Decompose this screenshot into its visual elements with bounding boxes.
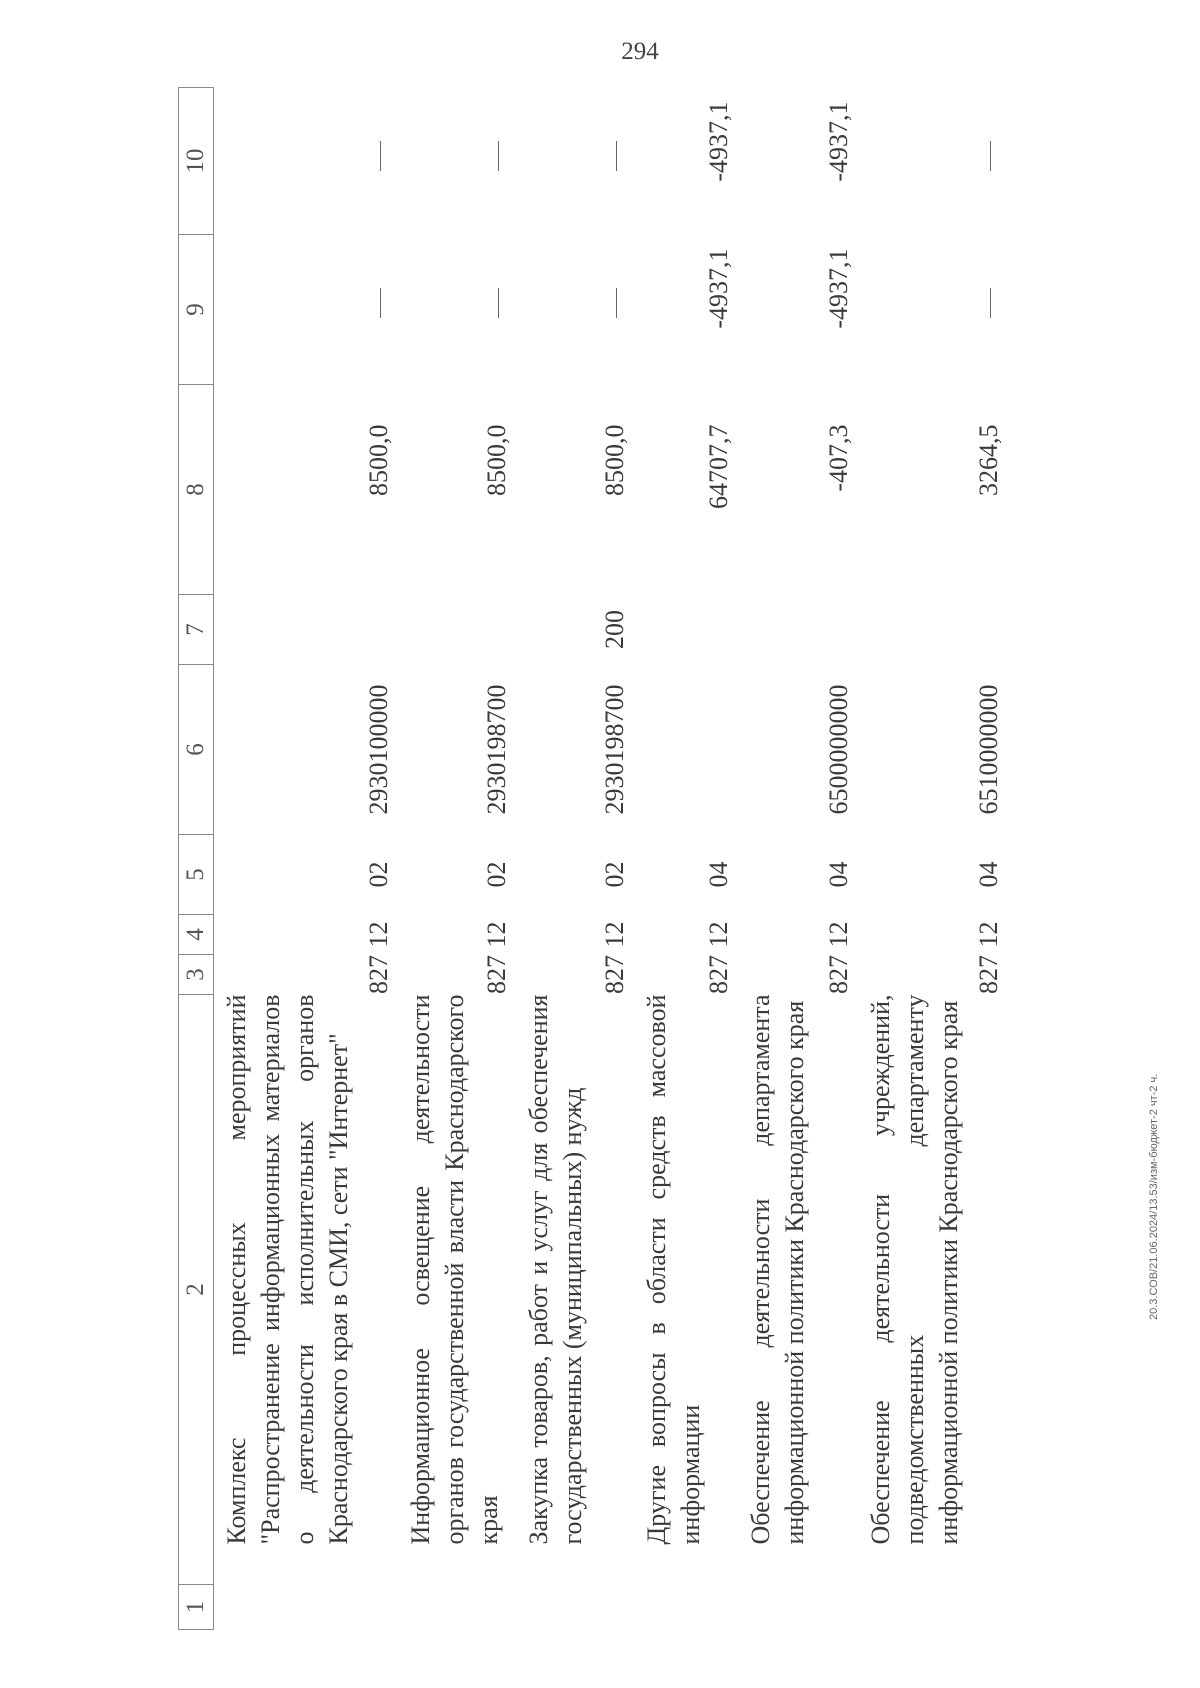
footer-stamp <box>1148 760 1162 1320</box>
cell-amount: 3264,5 <box>973 424 1003 496</box>
cell-admin-code: 827 <box>703 955 733 994</box>
cell-amount-2: -4937,1 <box>823 248 853 329</box>
table-row <box>214 88 398 1630</box>
cell-subsection: 02 <box>599 861 629 888</box>
cell-target-code: 2930100000 <box>363 684 393 815</box>
dash-mark <box>380 142 381 172</box>
cell-target-code: 6510000000 <box>973 684 1003 815</box>
column-header: 1 <box>179 1585 214 1630</box>
cell-admin-code: 827 <box>599 955 629 994</box>
cell-amount: 64707,7 <box>703 424 733 509</box>
table-row <box>858 88 1008 1630</box>
cell-expense-type <box>858 595 1008 665</box>
dash-mark <box>498 289 499 319</box>
cell-subsection: 04 <box>823 861 853 888</box>
cell-expense-type <box>398 595 516 665</box>
cell-section: 12 <box>363 921 393 948</box>
column-header: 9 <box>179 235 214 385</box>
column-header: 5 <box>179 835 214 915</box>
footer-text: 20.3.СОВ/21.06.2024/13.53/изм-бюджет-2 чт-2 ч. <box>1148 1073 1160 1320</box>
column-header: 4 <box>179 915 214 955</box>
cell-admin-code: 827 <box>823 955 853 994</box>
cell-section: 12 <box>823 921 853 948</box>
dash-mark <box>380 289 381 319</box>
cell-admin-code: 827 <box>973 955 1003 994</box>
cell-subsection: 04 <box>973 861 1003 888</box>
cell-amount: -407,3 <box>823 424 853 492</box>
cell-admin-code: 827 <box>363 955 393 994</box>
table-row <box>516 88 634 1630</box>
cell-expense-type <box>634 595 738 665</box>
dash-mark <box>990 289 991 319</box>
cell-section: 12 <box>703 921 733 948</box>
rotated-page-content <box>178 88 1003 1630</box>
cell-expense-type: 200 <box>599 610 629 649</box>
row-description: Закупка товаров, работ и услуг для обеспечения государственных (муниципальных) нужд <box>523 994 587 1545</box>
row-description: Комплекс процессных мероприятий "Распространение информационных материалов о деятельности исполнительных органов Краснодарского края в СМИ, сети "Интернет" <box>222 994 353 1545</box>
rotated-table-area <box>178 88 1003 1630</box>
dash-mark <box>616 289 617 319</box>
cell-expense-type <box>738 595 858 665</box>
dash-mark <box>990 142 991 172</box>
cell-amount: 8500,0 <box>363 424 393 496</box>
cell-section: 12 <box>973 921 1003 948</box>
dash-mark <box>616 142 617 172</box>
table-row <box>398 88 516 1630</box>
column-header: 8 <box>179 385 214 595</box>
cell-subsection: 02 <box>363 861 393 888</box>
cell-section: 12 <box>481 921 511 948</box>
column-header: 2 <box>179 995 214 1585</box>
column-header: 6 <box>179 665 214 835</box>
row-description: Информационное освещение деятельности органов государственной власти Краснодарского края <box>405 994 503 1545</box>
cell-amount-3: -4937,1 <box>703 101 733 182</box>
cell-subsection: 02 <box>481 861 511 888</box>
table-row <box>634 88 738 1630</box>
cell-target-code: 6500000000 <box>823 684 853 815</box>
column-header: 10 <box>179 88 214 235</box>
page-number: 294 <box>621 38 659 65</box>
row-description: Обеспечение деятельности департамента информационной политики Краснодарского края <box>745 994 809 1545</box>
dash-mark <box>498 142 499 172</box>
column-number-row <box>179 88 214 1630</box>
cell-amount: 8500,0 <box>481 424 511 496</box>
cell-target-code <box>634 665 738 835</box>
table-row <box>738 88 858 1630</box>
cell-admin-code: 827 <box>481 955 511 994</box>
cell-amount-2: -4937,1 <box>703 248 733 329</box>
column-header: 3 <box>179 955 214 995</box>
cell-expense-type <box>214 595 398 665</box>
row-description: Обеспечение деятельности учреждений, подведомственных департаменту информационной политики Краснодарского края <box>865 994 963 1545</box>
cell-subsection: 04 <box>703 861 733 888</box>
cell-target-code: 2930198700 <box>599 684 629 815</box>
cell-amount: 8500,0 <box>599 424 629 496</box>
cell-target-code: 2930198700 <box>481 684 511 815</box>
cell-amount-3: -4937,1 <box>823 101 853 182</box>
cell-section: 12 <box>599 921 629 948</box>
column-header: 7 <box>179 595 214 665</box>
budget-table <box>178 87 1008 1630</box>
row-description: Другие вопросы в области средств массовой информации <box>641 994 705 1545</box>
